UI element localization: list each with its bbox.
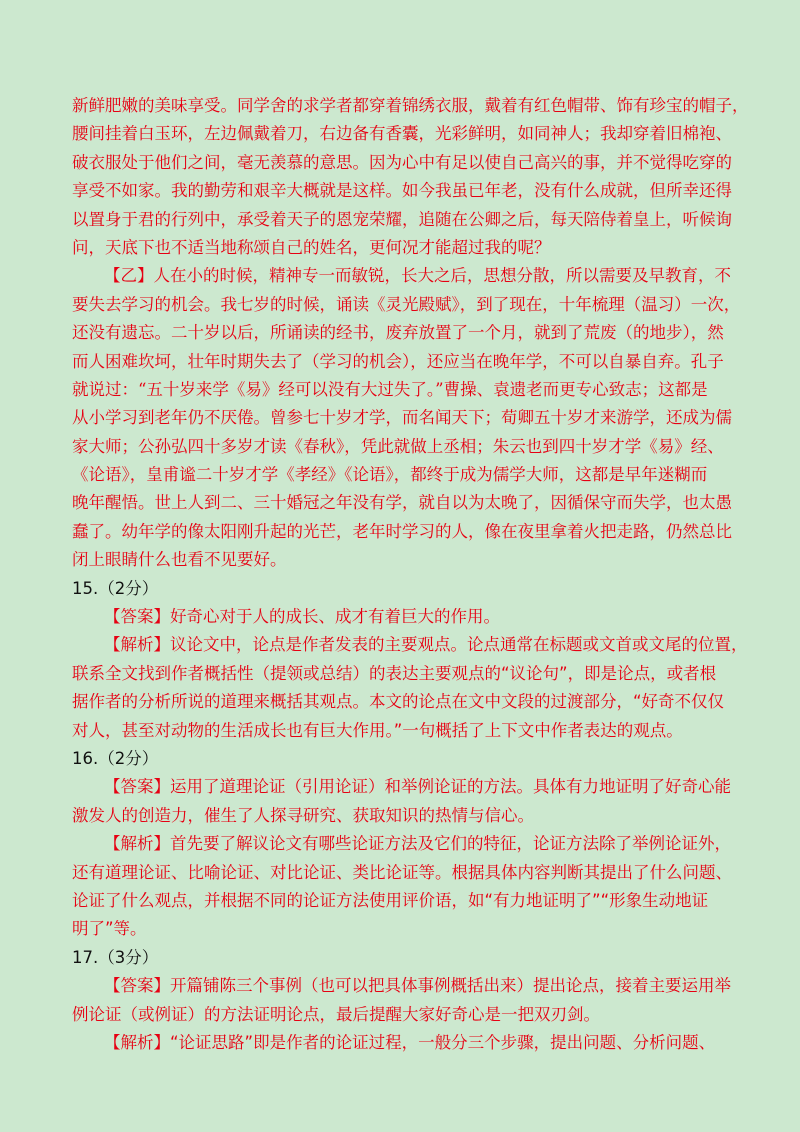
- question-17: [72, 944, 732, 1058]
- passage-line: 蠢了。幼年学的像太阳刚升起的光芒，老年时学习的人，像在夜里拿着火把走路，仍然总比: [72, 521, 732, 541]
- question-15: [72, 575, 748, 745]
- answer-line: 激发人的创造力，催生了人探寻研究、获取知识的热情与信心。: [72, 805, 534, 825]
- analysis-line: 对人，甚至对动物的生活成长也有巨大作用。”一句概括了上下文中作者表达的观点。: [72, 720, 683, 740]
- answer-line: 【答案】好奇心对于人的成长、成才有着巨大的作用。: [104, 607, 500, 627]
- passage-jia-continued: [72, 92, 749, 262]
- passage-line: 闭上眼睛什么也看不见要好。: [72, 550, 287, 570]
- analysis-line: 论证了什么观点，并根据不同的论证方法使用评价语，如“有力地证明了”“形象生动地证: [72, 890, 709, 910]
- passage-line: 以置身于君的行列中，承受着天子的恩宠荣耀，追随在公卿之后，每天陪侍着皇上，听候询: [72, 209, 732, 229]
- question-16: [72, 745, 732, 944]
- passage-line: 晚年醒悟。世上人到二、三十婚冠之年没有学，就自以为太晚了，因循保守而失学，也太愚: [72, 493, 732, 513]
- analysis-line: 【解析】首先要了解议论文有哪些论证方法及它们的特征，论证方法除了举例论证外，: [104, 834, 731, 854]
- passage-line: 《论语》，皇甫谧二十岁才学《孝经》《论语》，都终于成为儒学大师，这都是早年迷糊而: [72, 465, 708, 485]
- passage-line: 还没有遗忘。二十岁以后，所诵读的经书，废弃放置了一个月，就到了荒废（的地步），然: [72, 323, 724, 343]
- passage-line: 破衣服处于他们之间，毫无羡慕的意思。因为心中有足以使自己高兴的事，并不觉得吃穿的: [72, 152, 732, 172]
- question-number: 15.（2分）: [72, 578, 159, 598]
- analysis-line: 还有道理论证、比喻论证、对比论证、类比论证等。根据具体内容判断其提出了什么问题、: [72, 862, 732, 882]
- passage-yi: [72, 262, 741, 574]
- analysis-line: 明了”等。: [72, 919, 147, 939]
- answer-line: 【答案】运用了道理论证（引用论证）和举例论证的方法。具体有力地证明了好奇心能: [104, 777, 731, 797]
- answer-line: 【答案】开篇铺陈三个事例（也可以把具体事例概括出来）提出论点，接着主要运用举: [104, 976, 731, 996]
- analysis-line: 【解析】“论证思路”即是作者的论证过程，一般分三个步骤，提出问题、分析问题、: [104, 1032, 716, 1052]
- passage-line: 享受不如家。我的勤劳和艰辛大概就是这样。如今我虽已年老，没有什么成就，但所幸还得: [72, 181, 732, 201]
- passage-line: 从小学习到老年仍不厌倦。曾参七十岁才学，而名闻天下；荀卿五十岁才来游学，还成为儒: [72, 408, 732, 428]
- question-number: 16.（2分）: [72, 748, 159, 768]
- passage-line: 问，天底下也不适当地称颂自己的姓名，更何况才能超过我的呢？: [72, 237, 551, 257]
- passage-line: 【乙】人在小的时候，精神专一而敏锐，长大之后，思想分散，所以需要及早教育，不: [104, 266, 731, 286]
- question-number: 17.（3分）: [72, 947, 159, 967]
- analysis-line: 据作者的分析所说的道理来概括其观点。本文的论点在文中文段的过渡部分，“好奇不仅仅: [72, 692, 725, 712]
- passage-line: 家大师；公孙弘四十多岁才读《春秋》，凭此就做上丞相；朱云也到四十岁才学《易》经、: [72, 436, 724, 456]
- analysis-line: 【解析】议论文中，论点是作者发表的主要观点。论点通常在标题或文首或文尾的位置，: [104, 635, 748, 655]
- document-page: [72, 92, 749, 1057]
- passage-line: 腰间挂着白玉环，左边佩戴着刀，右边备有香囊，光彩鲜明，如同神人；我却穿着旧棉袍、: [72, 124, 732, 144]
- passage-line: 要失去学习的机会。我七岁的时候，诵读《灵光殿赋》，到了现在，十年梳理（温习）一次，: [72, 294, 741, 314]
- passage-line: 就说过：“五十岁来学《易》经可以没有大过失了。”曹操、袁遗老而更专心致志；这都是: [72, 379, 708, 399]
- passage-line: 新鲜肥嫩的美味享受。同学舍的求学者都穿着锦绣衣服，戴着有红色帽带、饰有珍宝的帽子，: [72, 96, 749, 115]
- passage-line: 而人困难坎坷，壮年时期失去了（学习的机会），还应当在晚年学，不可以自暴自弃。孔子: [72, 351, 724, 371]
- analysis-line: 联系全文找到作者概括性（提领或总结）的表达主要观点的“议论句”，即是论点，或者根: [72, 663, 717, 683]
- answer-line: 例论证（或例证）的方法证明论点，最后提醒大家好奇心是一把双刃剑。: [72, 1004, 600, 1024]
